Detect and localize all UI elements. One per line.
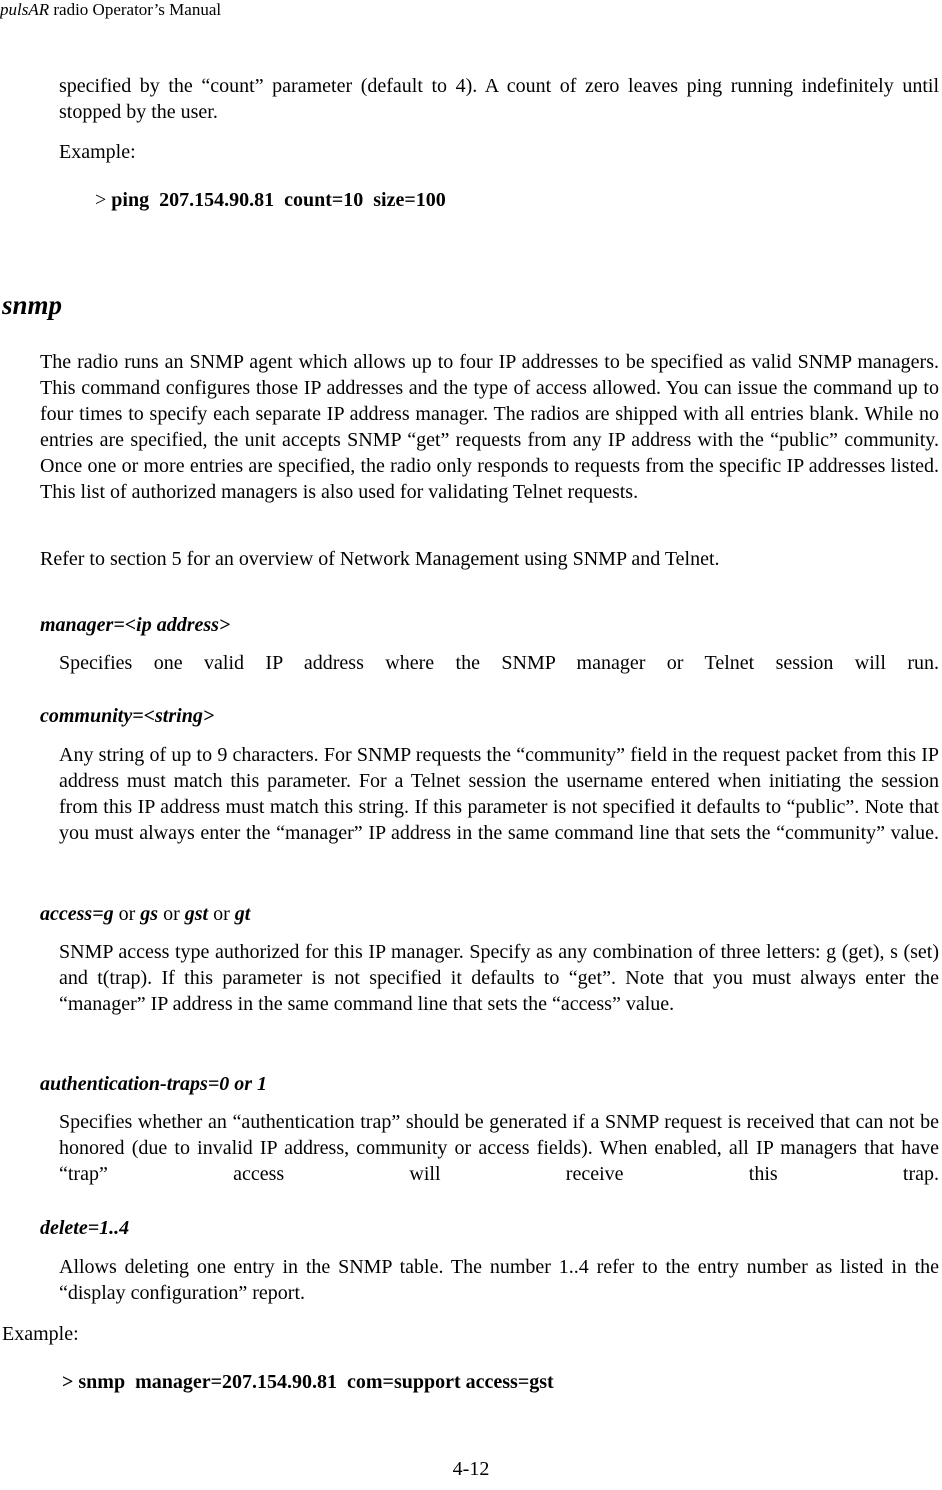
access-gt: gt xyxy=(234,903,251,925)
ping-example-command xyxy=(95,188,446,212)
access-description: SNMP access type authorized for this IP manager. Specify as any combination of three letters: g (get), s (set) and t(trap). If this parameter is not specified it defaults to “get”. Note that you must always enter the “manager” IP address in the same command line that sets the “access” value. xyxy=(59,941,939,1015)
community-description: Any string of up to 9 characters. For SNMP requests the “community” field in the request packet from this IP address must match this parameter. For a Telnet session the username entered when initiating the session from this IP address must match this string. If this parameter is not specified it defaults to “public”. Note that you must always enter the “manager” IP address in the same command line that sets the “community” value. xyxy=(59,744,939,844)
access-or-1: or xyxy=(113,903,141,925)
access-gs: gs xyxy=(140,903,159,925)
snmp-example-label: Example: xyxy=(2,1323,79,1345)
ping-count-paragraph: specified by the “count” parameter (default to 4). A count of zero leaves ping running indefinitely until stopped by the user. xyxy=(59,75,939,123)
snmp-example-command: > snmp manager=207.154.90.81 com=support access=gst xyxy=(62,1371,554,1393)
ping-command-text: ping 207.154.90.81 count=10 size=100 xyxy=(111,189,446,211)
manager-description: Specifies one valid IP address where the SNMP manager or Telnet session will run. xyxy=(59,652,939,674)
param-community: community=<string> xyxy=(40,705,215,727)
header-product: pulsAR xyxy=(0,0,50,19)
snmp-intro-paragraph: The radio runs an SNMP agent which allows up to four IP addresses to be specified as valid SNMP managers. This command configures those IP addresses and the type of access allowed. You can issue the command up to four times to specify each separate IP address manager. The radios are shipped with all entries blank. While no entries are specified, the unit accepts SNMP “get” requests from any IP address with the “public” community. Once one or more entries are specified, the radio only responds to requests from the specific IP addresses listed. This list of authorized managers is also used for validating Telnet requests. xyxy=(40,351,939,503)
access-or-3: or xyxy=(208,903,235,925)
section-title-snmp: snmp xyxy=(2,290,63,320)
param-authentication-traps: authentication-traps=0 or 1 xyxy=(40,1073,267,1095)
delete-description: Allows deleting one entry in the SNMP table. The number 1..4 refer to the entry number as listed in the “display configuration” report. xyxy=(59,1256,939,1304)
page-number: 4-12 xyxy=(452,1458,490,1480)
prompt-symbol: > xyxy=(95,189,112,211)
authentication-traps-description: Specifies whether an “authentication trap” should be generated if a SNMP request is received that can not be honored (due to invalid IP address, community or access fields). When enabled, all IP managers that have “trap” access will receive this trap. xyxy=(59,1111,939,1185)
param-access xyxy=(40,902,250,926)
access-gst: gst xyxy=(184,903,209,925)
param-manager: manager=<ip address> xyxy=(40,614,231,636)
snmp-refer-text: Refer to section 5 for an overview of Network Management using SNMP and Telnet. xyxy=(40,548,720,570)
param-delete: delete=1..4 xyxy=(40,1217,130,1239)
access-or-2: or xyxy=(158,903,185,925)
header-title: radio Operator’s Manual xyxy=(49,0,222,19)
access-g: access=g xyxy=(40,903,114,925)
running-header xyxy=(0,0,221,20)
ping-example-label: Example: xyxy=(59,141,136,163)
